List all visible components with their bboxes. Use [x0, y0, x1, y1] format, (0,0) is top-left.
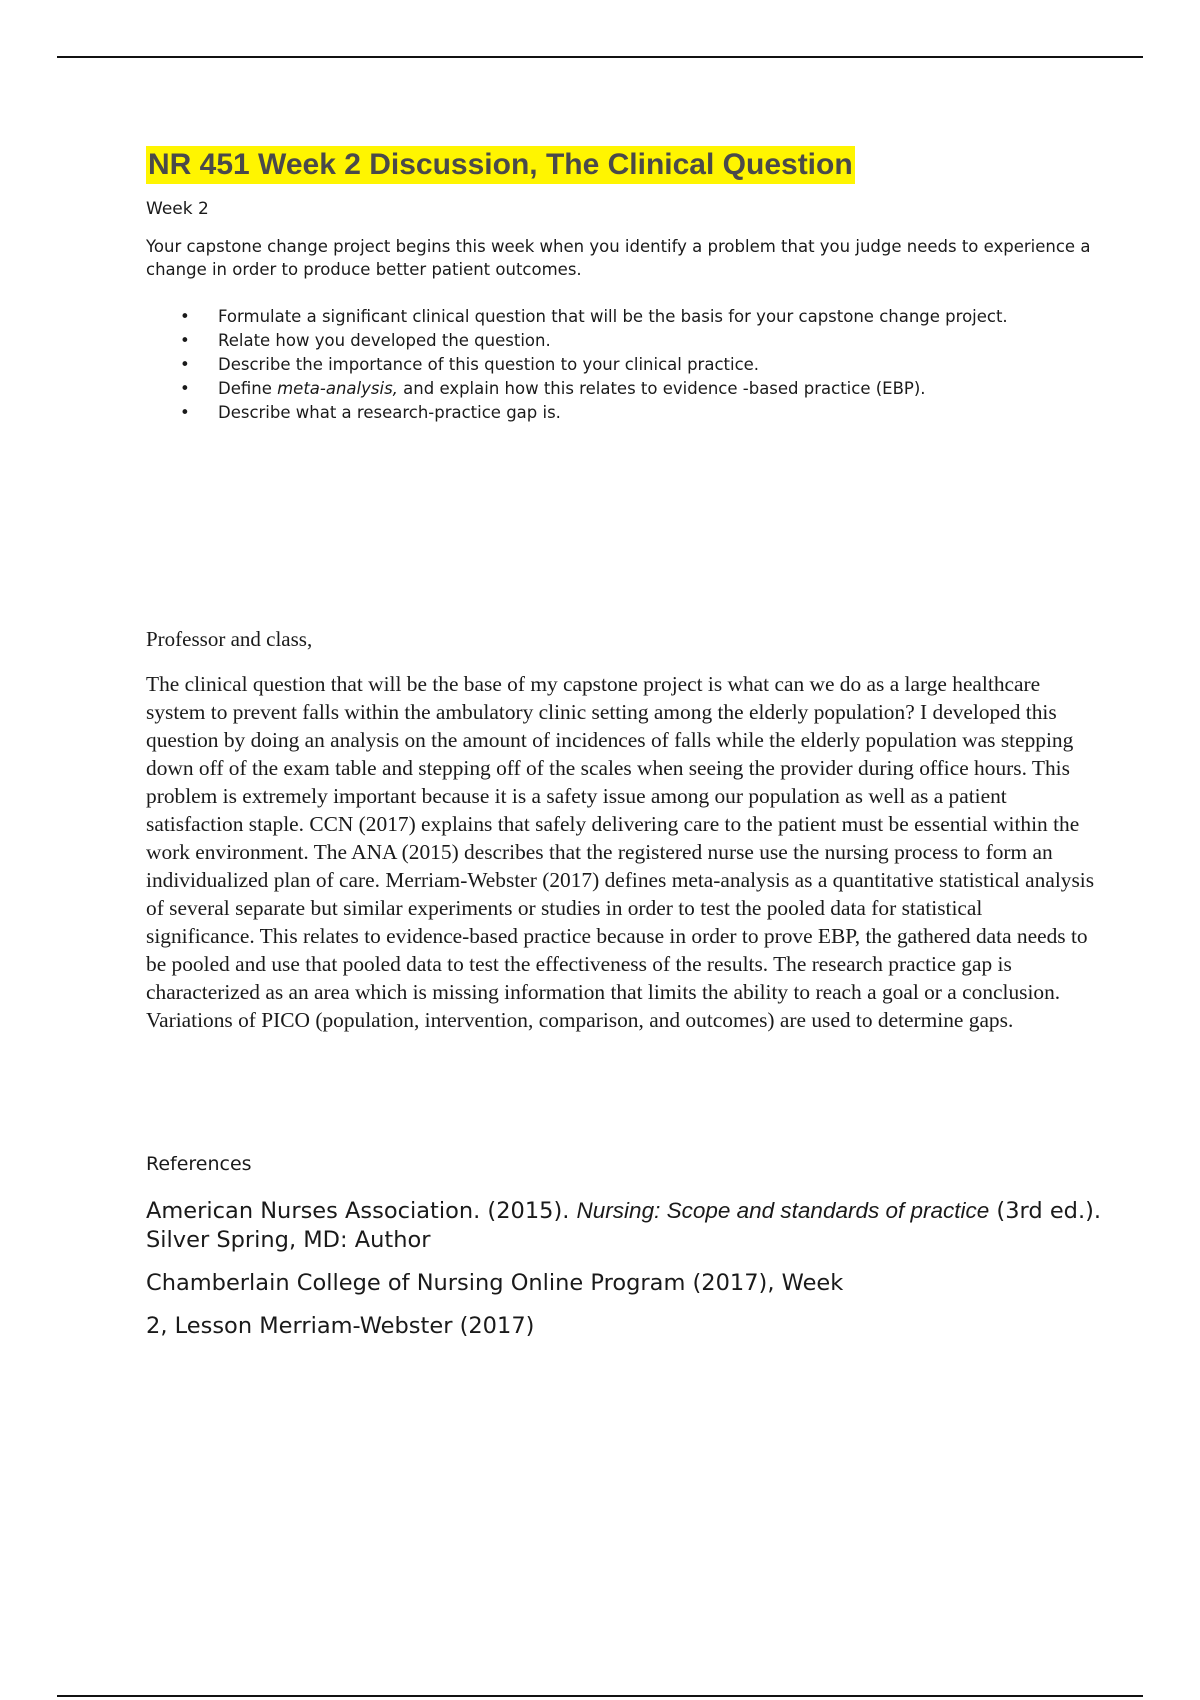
bullet-icon: •	[180, 379, 190, 398]
list-item: • Relate how you developed the question.	[180, 331, 551, 350]
reference-chamberlain: Chamberlain College of Nursing Online Program (2017), Week	[146, 1270, 844, 1296]
list-item: • Define meta-analysis, and explain how this relates to evidence -based practice (EBP).	[180, 379, 926, 398]
week-label: Week 2	[146, 199, 209, 219]
reference-merriam-webster: 2, Lesson Merriam-Webster (2017)	[146, 1313, 535, 1339]
reference-title: Nursing: Scope and standards of practice	[576, 1198, 990, 1223]
response-paragraph: The clinical question that will be the base of my capstone project is what can we do as a large healthcare system to prevent falls within the ambulatory clinic setting among the elderly population? I developed this question by doing an analysis on the amount of incidences of falls while the elderly population was stepping down off of the exam table and stepping off of the scales when seeing the provider during office hours. This problem is extremely important because it is a safety issue among our population as well as a patient satisfaction staple. CCN (2017) explains that safely delivering care to the patient must be essential within the work environment. The ANA (2015) describes that the registered nurse use the nursing process to form an individualized plan of care. Merriam-Webster (2017) defines meta-analysis as a quantitative statistical analysis of several separate but similar experiments or studies in order to test the pooled data for statistical significance. This relates to evidence-based practice because in order to prove EBP, the gathered data needs to be pooled and use that pooled data to test the effectiveness of the results. The research practice gap is characterized as an area which is missing information that limits the ability to reach a goal or a conclusion. Variations of PICO (population, intervention, comparison, and outcomes) are used to determine gaps.	[146, 672, 1095, 1032]
bullet-icon: •	[180, 307, 190, 326]
top-rule	[57, 56, 1143, 58]
references-heading: References	[146, 1153, 252, 1175]
intro-paragraph: Your capstone change project begins this week when you identify a problem that you judge needs to experience a change in order to produce better patient outcomes.	[146, 237, 1091, 279]
reference-ana: American Nurses Association. (2015). Nursing: Scope and standards of practice (3rd ed.). Silver Spring, MD: Author	[146, 1198, 1102, 1253]
greeting: Professor and class,	[146, 627, 313, 651]
bullet-icon: •	[180, 355, 190, 374]
bullet-icon: •	[180, 331, 190, 350]
document-title: NR 451 Week 2 Discussion, The Clinical Question	[146, 146, 855, 184]
bullet-icon: •	[180, 403, 190, 422]
list-item: • Describe what a research-practice gap is.	[180, 403, 561, 422]
list-item: • Describe the importance of this question to your clinical practice.	[180, 355, 760, 374]
emphasis-term: meta-analysis,	[277, 379, 398, 398]
bottom-rule	[57, 1695, 1143, 1697]
list-item: • Formulate a significant clinical question that will be the basis for your capstone change project.	[180, 307, 1008, 326]
instruction-list	[146, 307, 1046, 427]
